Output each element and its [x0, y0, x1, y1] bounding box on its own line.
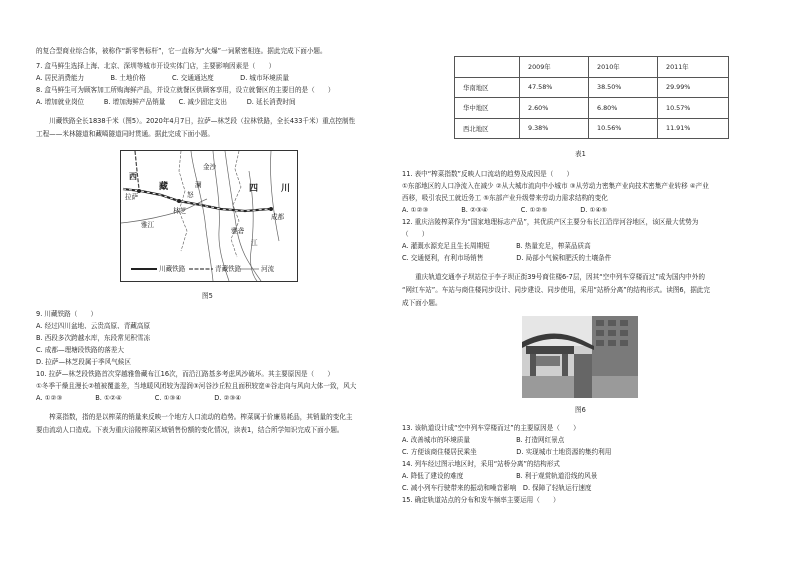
figure-5-caption: 图5	[202, 292, 213, 300]
table-header-cell: 2009年	[520, 57, 589, 78]
passage-railway: 川藏铁路全长1838千米（图5）。2020年4月7日，拉萨—林芝段（拉林铁路，全长433千米）重点控制性	[36, 117, 356, 125]
intro-text-line: 的复合型商业综合体，被称作“新零售标杆”，它一直称为“火爆”一词紧密相连。据此完成下面小题。	[36, 47, 327, 55]
question-11-options: A. ①②③ B. ②③④ C. ①②⑤ D. ①④⑤	[402, 206, 608, 214]
map-label: 澜	[195, 181, 202, 189]
river-line	[270, 151, 279, 241]
qinghai-tibet-railway	[135, 151, 139, 189]
table-1	[454, 56, 729, 139]
question-12-cont: （ ）	[402, 230, 429, 238]
question-15: 15. 确定轨道站点的分布和发车频率主要运用（ ）	[402, 496, 560, 504]
table-cell: 西北地区	[455, 118, 520, 139]
sichuan-tibet-railway	[123, 189, 269, 211]
linzhi-dot	[177, 199, 181, 203]
map-label: 林芝	[173, 207, 187, 215]
table-cell: 47.58%	[520, 77, 589, 98]
passage-station-end: 成下面小题。	[402, 299, 442, 307]
question-11: 11. 表中“榨菜指数”反映人口流动的趋势及成因是（ ）	[402, 170, 574, 178]
question-9-option-b: B. 西段多次跨越水库，东段常见积雪冻	[36, 334, 151, 342]
map-label: 雅江	[141, 221, 155, 229]
table-cell: 29.99%	[658, 77, 729, 98]
legend-label: 青藏铁路	[215, 265, 242, 273]
map-label: 拉萨	[125, 193, 139, 201]
map-label: 西	[129, 172, 137, 181]
question-12-options-cd: C. 交通便利，有利市场销售 D. 局部小气候和肥沃的土壤条件	[402, 254, 612, 262]
map-label: 金沙	[203, 163, 217, 171]
question-14-options-ab: A. 降低了建设的难度 B. 利于观赏轨道沿线的风景	[402, 472, 598, 480]
legend-label: 川藏铁路	[159, 265, 186, 273]
passage-station-cont: “网红车站”。车站与商住楼同步设计、同步建设、同步使用，采用“站桥分离”的结构形式。读图6，据此完	[402, 286, 710, 294]
passage-zhacai-cont: 要由流动人口造成。下表为重庆涪陵榨菜区域销售份额的变化情况，读表1，结合所学知识完成下面小题。	[36, 426, 344, 434]
question-8-options: A. 增加就业岗位 B. 增加海鲜产品销量 C. 减少固定支出 D. 延长消费时间	[36, 98, 296, 106]
table-row	[455, 98, 729, 119]
table-cell: 10.56%	[589, 118, 658, 139]
question-10: 10. 拉萨—林芝段铁路首次穿越雅鲁藏布江16次，而沿江路基多考虑风沙破坏。其主要原因是（ ）	[36, 370, 334, 378]
question-10-statements: ①冬季干燥且漫长②植被覆盖差，当地暖风团较为湿润③河谷沙丘粒且面积较宽④谷走向与风向大体一致，风大	[36, 382, 357, 390]
table-row	[455, 118, 729, 139]
question-12: 12. 重庆涪陵榨菜作为“国家地理标志产品”，其优质产区主要分布长江沿岸河谷地区，该区最大优势为	[402, 218, 699, 226]
question-9-option-c: C. 成都—理塘段铁路的落差大	[36, 346, 124, 354]
chengdu-dot	[269, 207, 273, 211]
passage-station: 重庆轨道交通李子坝站位于李子坝正街39号商住楼6-7层，因其“空中列车穿楼而过”成为国内中外的	[402, 273, 705, 281]
figure-6-caption: 图6	[575, 406, 586, 414]
map-label: 四	[249, 184, 259, 194]
figure-6-photo	[522, 316, 638, 398]
table-cell: 9.38%	[520, 118, 589, 139]
table-header-row	[455, 57, 729, 78]
table-row	[455, 77, 729, 98]
map-label: 藏	[159, 182, 169, 192]
passage-zhacai: 榨菜指数，指的是以榨菜的销量来反映一个地方人口流动的趋势。榨菜属于价廉易耗品，其销量的变化主	[36, 413, 353, 421]
table-cell: 华南地区	[455, 77, 520, 98]
question-7-options: A. 居民消费能力 B. 土地价格 C. 交通通达度 D. 城市环境质量	[36, 74, 289, 82]
table-header-cell	[455, 57, 520, 78]
question-8: 8. 盒马鲜生可为顾客加工所购海鲜产品，并设立就餐区供顾客享用，设立就餐区的主要目的是（ ）	[36, 86, 335, 94]
question-11-statements: ①东部地区的人口净流入在减少 ②从大城市流向中小城市 ③从劳动力密集产业向技术密集产业转移 ④产业	[402, 182, 709, 190]
question-14: 14. 列车经过图示地区时，采用“站桥分离”的结构形式	[402, 460, 560, 468]
question-10-options: A. ①②③ B. ①②④ C. ①③④ D. ②③④	[36, 394, 242, 402]
map-label: 江	[251, 239, 258, 247]
question-13: 13. 该轨道设计成“空中列车穿楼而过”的主要原因是（ ）	[402, 424, 580, 432]
legend-label: 河流	[261, 265, 275, 273]
question-13-options-ab: A. 改善城市的环境质量 B. 打造网红景点	[402, 436, 565, 444]
passage-railway-cont: 工程——米林隧道和藏噶隧道同时贯通。据此完成下面小题。	[36, 130, 215, 138]
table-cell: 6.80%	[589, 98, 658, 119]
table-cell: 10.57%	[658, 98, 729, 119]
question-9-option-a: A. 经过四川盆地、云贵高原、青藏高原	[36, 322, 151, 330]
question-11-statements-cont: 西移，吸引农民工就近务工 ⑤东部产业升级带来劳动力需求结构的变化	[402, 194, 608, 202]
river-line	[225, 151, 261, 281]
question-7: 7. 盒马鲜生选择上海、北京、深圳等城市开设实体门店，主要影响因素是（ ）	[36, 62, 276, 70]
table-cell: 2.60%	[520, 98, 589, 119]
map-label: 成都	[271, 213, 285, 221]
river-line	[121, 199, 207, 223]
question-9: 9. 川藏铁路（ ）	[36, 310, 98, 318]
map-label: 川	[281, 184, 291, 194]
table-1-caption: 表1	[575, 150, 586, 158]
table-header-cell: 2010年	[589, 57, 658, 78]
table-cell: 11.91%	[658, 118, 729, 139]
table-cell: 38.50%	[589, 77, 658, 98]
question-9-option-d: D. 拉萨—林芝段属于季风气候区	[36, 358, 131, 366]
table-cell: 华中地区	[455, 98, 520, 119]
station-photo-drawing	[522, 316, 638, 398]
question-14-options-cd: C. 减小列车行驶带来的振动和噪音影响 D. 保障了轻轨运行速度	[402, 484, 592, 492]
question-13-options-cd: C. 方便该商住楼居民乘坐 D. 实现城市土地资源的集约利用	[402, 448, 612, 456]
map-label: 雅砻	[231, 227, 245, 235]
table-header-cell: 2011年	[658, 57, 729, 78]
map-label: 怒	[187, 191, 194, 199]
figure-5-map	[120, 150, 298, 282]
question-12-options-ab: A. 灌溉水源充足且生长周期短 B. 热量充足，榨菜品质高	[402, 242, 591, 250]
